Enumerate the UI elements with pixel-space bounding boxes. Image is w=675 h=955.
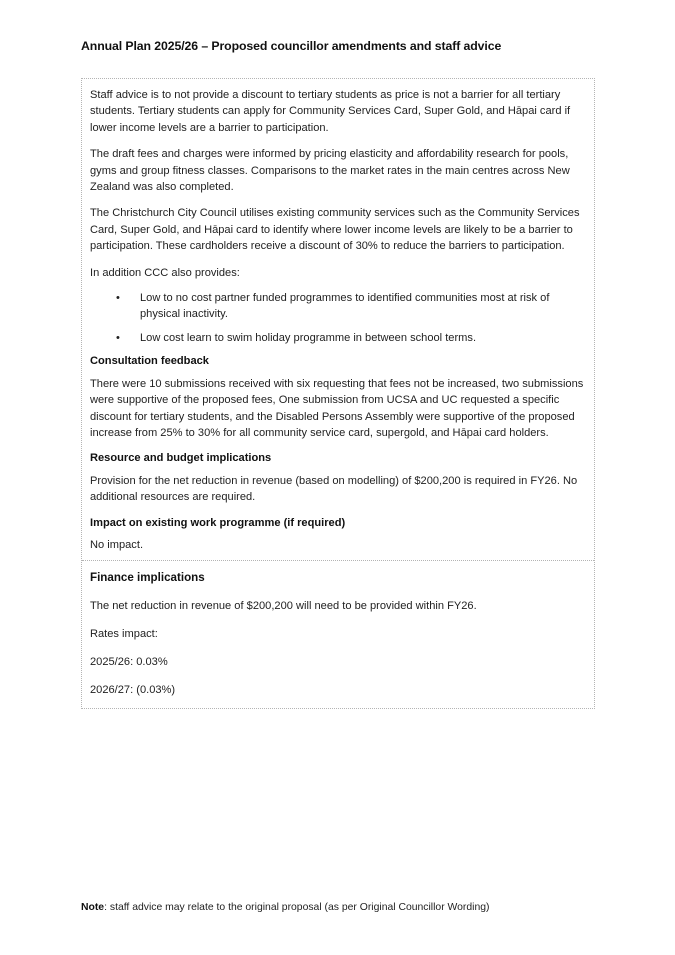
staff-advice-paragraph-3: The Christchurch City Council utilises existing community services such as the Community Services Card, Super Gold, and Hāpai card to identify where lower income levels are likely to be a barrier to participation. These cardholders receive a discount of 30% to reduce the barriers to participation. [90,207,580,253]
list-item [90,330,586,346]
footer-note-label: Note [81,902,105,913]
rates-impact-2026-27: 2026/27: (0.03%) [90,684,176,697]
resource-budget-body: Provision for the net reduction in revenue (based on modelling) of $200,200 is required in FY26. No additional resources are required. [90,474,578,504]
footer-note-text: : staff advice may relate to the original proposal (as per Original Councillor Wording) [104,902,490,913]
consultation-feedback-heading: Consultation feedback [90,355,209,368]
bullet-point-icon: • [116,331,120,344]
rates-impact-2025-26: 2025/26: 0.03% [90,656,168,669]
finance-implications-heading: Finance implications [90,570,205,584]
list-item-label: Low to no cost partner funded programmes to identified communities most at risk of physical inactivity. [140,292,550,321]
staff-advice-paragraph-1: Staff advice is to not provide a discount to tertiary students as price is not a barrier for all tertiary students. Tertiary students can apply for Community Services Card, Super Gold, and Hāpai card if lower income levels are a barrier to participation. [90,89,571,134]
finance-summary: The net reduction in revenue of $200,200 will need to be provided within FY26. [90,599,477,612]
staff-advice-paragraph-4: In addition CCC also provides: [90,266,240,279]
list-item [90,290,586,323]
additional-provisions-list [90,290,586,346]
staff-advice-paragraph-2: The draft fees and charges were informed by pricing elasticity and affordability research for pools, gyms and group fitness classes. Comparisons to the market rates in the main centres across New Zealand was also completed. [90,148,570,194]
footer-note [81,901,601,916]
list-item-label: Low cost learn to swim holiday programme in between school terms. [140,331,477,344]
consultation-feedback-body: There were 10 submissions received with six requesting that fees not be increased, two submissions were supportive of the proposed fees, One submission from UCSA and UC requested a specific discount for tertiary students, and the Disabled Persons Assembly were supportive of the proposed increase from 25% to 30% for all community service card, supergold, and Hāpai card holders. [90,377,584,440]
work-programme-body: No impact. [90,539,144,552]
staff-advice-box [81,78,595,709]
rates-impact-label: Rates impact: [90,628,158,641]
staff-advice-section [82,79,594,560]
page-title: Annual Plan 2025/26 – Proposed councillor amendments and staff advice [81,39,502,53]
work-programme-heading: Impact on existing work programme (if required) [90,516,346,529]
resource-budget-heading: Resource and budget implications [90,452,272,465]
finance-implications-section [82,560,594,709]
bullet-point-icon: • [116,292,120,305]
